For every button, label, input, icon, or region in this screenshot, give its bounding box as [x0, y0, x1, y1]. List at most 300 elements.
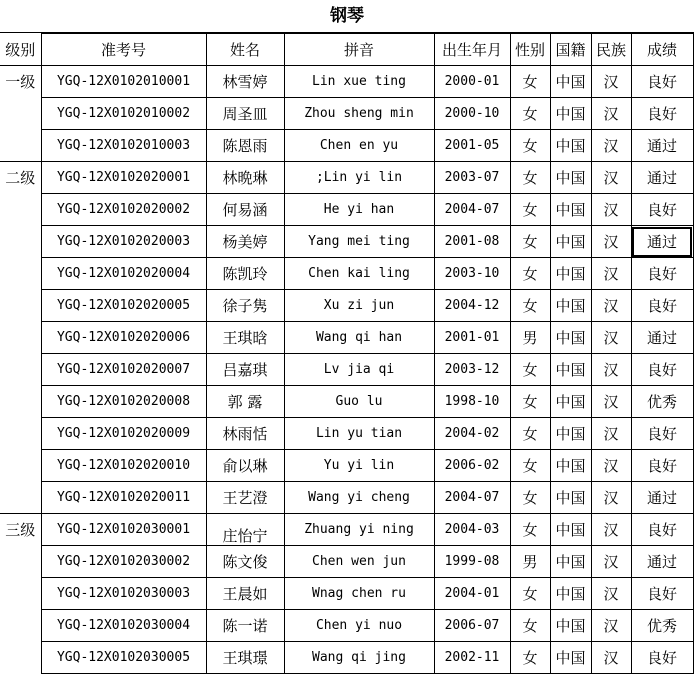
cell-exam-id[interactable]: [41, 322, 206, 354]
cell-ethnicity[interactable]: [591, 290, 631, 322]
cell-level[interactable]: [0, 418, 41, 450]
cell-ethnicity[interactable]: [591, 450, 631, 482]
cell-pinyin-text: Chen yi nuo: [315, 618, 403, 633]
cell-birth[interactable]: [434, 642, 510, 674]
header-level[interactable]: 级别: [0, 34, 41, 66]
cell-birth-text: 1999-08: [444, 554, 500, 569]
cell-birth[interactable]: [434, 66, 510, 98]
cell-ethnicity-text: 汉: [603, 521, 619, 539]
cell-pinyin[interactable]: [284, 450, 434, 482]
cell-ethnicity[interactable]: [591, 66, 631, 98]
cell-pinyin[interactable]: [284, 610, 434, 642]
cell-nationality-text: 中国: [555, 73, 586, 91]
cell-birth-text: 2004-02: [444, 426, 500, 441]
cell-grade-text: 良好: [646, 105, 677, 123]
table-row: [0, 642, 693, 674]
sheet-title[interactable]: 钢琴: [0, 0, 694, 33]
cell-level[interactable]: [0, 130, 41, 162]
table-row: [0, 226, 693, 258]
cell-exam-id[interactable]: [41, 546, 206, 578]
cell-level[interactable]: [0, 162, 41, 194]
cell-gender[interactable]: [510, 290, 550, 322]
cell-level[interactable]: [0, 546, 41, 578]
cell-birth-text: 2004-01: [444, 586, 500, 601]
cell-grade[interactable]: [631, 450, 693, 482]
cell-ethnicity[interactable]: [591, 354, 631, 386]
cell-nationality-text: 中国: [555, 425, 586, 443]
cell-gender[interactable]: [510, 610, 550, 642]
cell-gender[interactable]: [510, 546, 550, 578]
cell-pinyin[interactable]: [284, 162, 434, 194]
cell-nationality[interactable]: [550, 610, 591, 642]
cell-grade[interactable]: [631, 258, 693, 290]
table-row: [0, 194, 693, 226]
cell-nationality-text: 中国: [555, 137, 586, 155]
cell-birth[interactable]: [434, 610, 510, 642]
cell-birth[interactable]: [434, 194, 510, 226]
cell-ethnicity[interactable]: [591, 546, 631, 578]
cell-ethnicity-text: 汉: [603, 105, 619, 123]
cell-birth[interactable]: [434, 98, 510, 130]
cell-ethnicity-text: 汉: [603, 393, 619, 411]
cell-ethnicity-text: 汉: [603, 617, 619, 635]
header-exam-id[interactable]: 准考号: [41, 34, 206, 66]
cell-pinyin[interactable]: [284, 482, 434, 514]
cell-name-text: 徐子隽: [222, 297, 268, 315]
cell-nationality[interactable]: [550, 354, 591, 386]
cell-exam-id[interactable]: [41, 66, 206, 98]
cell-pinyin-text: Guo lu: [335, 394, 383, 409]
cell-birth-text: 2001-01: [444, 330, 500, 345]
cell-birth[interactable]: [434, 162, 510, 194]
cell-ethnicity-text: 汉: [603, 233, 619, 251]
cell-birth[interactable]: [434, 482, 510, 514]
cell-level[interactable]: [0, 450, 41, 482]
cell-ethnicity[interactable]: [591, 322, 631, 354]
cell-pinyin[interactable]: [284, 98, 434, 130]
cell-grade-text: 良好: [646, 585, 677, 603]
cell-gender[interactable]: [510, 322, 550, 354]
cell-nationality-text: 中国: [555, 361, 586, 379]
cell-grade-text: 通过: [646, 329, 677, 347]
cell-ethnicity-text: 汉: [603, 73, 619, 91]
cell-gender-text: 女: [522, 521, 538, 539]
cell-name-text: 林晩琳: [222, 169, 268, 187]
cell-gender[interactable]: [510, 482, 550, 514]
cell-nationality-text: 中国: [555, 169, 586, 187]
cell-pinyin[interactable]: [284, 66, 434, 98]
cell-pinyin[interactable]: [284, 354, 434, 386]
cell-name[interactable]: [206, 450, 284, 482]
cell-pinyin-text: Wang qi jing: [312, 650, 406, 665]
cell-level-text: 三级: [5, 521, 36, 540]
cell-birth-text: 2002-11: [444, 650, 500, 665]
cell-birth-text: 2001-08: [444, 234, 500, 249]
cell-ethnicity[interactable]: [591, 514, 631, 546]
cell-gender[interactable]: [510, 418, 550, 450]
cell-exam-id-text: YGQ-12X0102010002: [56, 106, 191, 121]
cell-name[interactable]: [206, 514, 284, 546]
table-row: [0, 450, 693, 482]
cell-exam-id[interactable]: [41, 162, 206, 194]
cell-name-text: 杨美婷: [222, 233, 268, 251]
cell-exam-id[interactable]: [41, 418, 206, 450]
cell-gender[interactable]: [510, 130, 550, 162]
cell-exam-id[interactable]: [41, 258, 206, 290]
cell-birth[interactable]: [434, 354, 510, 386]
table-row: [0, 610, 693, 642]
cell-ethnicity[interactable]: [591, 226, 631, 258]
table-row: [0, 354, 693, 386]
cell-name-text: 陈文俊: [222, 553, 268, 571]
cell-ethnicity[interactable]: [591, 418, 631, 450]
cell-name[interactable]: [206, 322, 284, 354]
cell-pinyin[interactable]: [284, 322, 434, 354]
cell-ethnicity[interactable]: [591, 194, 631, 226]
cell-nationality[interactable]: [550, 130, 591, 162]
cell-pinyin[interactable]: [284, 226, 434, 258]
cell-ethnicity[interactable]: [591, 258, 631, 290]
cell-pinyin[interactable]: [284, 290, 434, 322]
cell-exam-id-text: YGQ-12X0102030004: [56, 618, 191, 633]
cell-exam-id[interactable]: [41, 450, 206, 482]
cell-level[interactable]: [0, 354, 41, 386]
cell-ethnicity-text: 汉: [603, 361, 619, 379]
cell-ethnicity[interactable]: [591, 98, 631, 130]
cell-gender[interactable]: [510, 162, 550, 194]
cell-nationality[interactable]: [550, 418, 591, 450]
cell-nationality[interactable]: [550, 578, 591, 610]
table-row: [0, 418, 693, 450]
cell-pinyin[interactable]: [284, 386, 434, 418]
cell-pinyin-text: Lin xue ting: [312, 74, 406, 89]
header-pinyin[interactable]: 拼音: [284, 34, 434, 66]
cell-gender[interactable]: [510, 514, 550, 546]
cell-grade[interactable]: [631, 98, 693, 130]
cell-grade-text: 良好: [646, 265, 677, 283]
cell-gender-text: 男: [522, 329, 538, 347]
table-row: [0, 290, 693, 322]
cell-name-text: 王晨如: [222, 585, 268, 603]
cell-birth[interactable]: [434, 130, 510, 162]
cell-nationality-text: 中国: [555, 105, 586, 123]
cell-birth[interactable]: [434, 514, 510, 546]
table-row: [0, 386, 693, 418]
cell-level[interactable]: [0, 226, 41, 258]
cell-name[interactable]: [206, 546, 284, 578]
cell-gender-text: 女: [522, 361, 538, 379]
score-table: [0, 33, 694, 674]
cell-pinyin[interactable]: [284, 194, 434, 226]
cell-grade[interactable]: [631, 610, 693, 642]
cell-grade[interactable]: [631, 482, 693, 514]
cell-grade[interactable]: [631, 66, 693, 98]
cell-ethnicity-text: 汉: [603, 137, 619, 155]
cell-name[interactable]: [206, 610, 284, 642]
cell-nationality[interactable]: [550, 66, 591, 98]
cell-nationality[interactable]: [550, 290, 591, 322]
cell-level[interactable]: [0, 322, 41, 354]
cell-gender[interactable]: [510, 450, 550, 482]
cell-nationality[interactable]: [550, 386, 591, 418]
cell-pinyin[interactable]: [284, 546, 434, 578]
cell-ethnicity-text: 汉: [603, 329, 619, 347]
cell-exam-id-text: YGQ-12X0102020004: [56, 266, 191, 281]
cell-name[interactable]: [206, 354, 284, 386]
cell-ethnicity[interactable]: [591, 130, 631, 162]
cell-name[interactable]: [206, 482, 284, 514]
cell-ethnicity[interactable]: [591, 482, 631, 514]
cell-level[interactable]: [0, 610, 41, 642]
cell-nationality-text: 中国: [555, 201, 586, 219]
cell-nationality[interactable]: [550, 162, 591, 194]
cell-pinyin-text: Lin yu tian: [315, 426, 403, 441]
cell-exam-id[interactable]: [41, 642, 206, 674]
cell-ethnicity[interactable]: [591, 578, 631, 610]
cell-nationality[interactable]: [550, 322, 591, 354]
cell-grade[interactable]: [631, 546, 693, 578]
cell-pinyin[interactable]: [284, 418, 434, 450]
cell-ethnicity-text: 汉: [603, 201, 619, 219]
cell-birth[interactable]: [434, 418, 510, 450]
cell-pinyin-text: Yang mei ting: [308, 234, 410, 249]
cell-name[interactable]: [206, 290, 284, 322]
cell-name-text: 王琪晗: [222, 329, 268, 347]
header-ethnicity[interactable]: 民族: [591, 34, 631, 66]
cell-ethnicity-text: 汉: [603, 585, 619, 603]
cell-pinyin-text: Xu zi jun: [323, 298, 395, 313]
cell-grade[interactable]: [631, 226, 693, 258]
cell-gender[interactable]: [510, 226, 550, 258]
cell-nationality[interactable]: [550, 226, 591, 258]
cell-ethnicity-text: 汉: [603, 425, 619, 443]
cell-exam-id[interactable]: [41, 578, 206, 610]
cell-name-text: 王艺澄: [222, 489, 268, 507]
cell-birth-text: 2003-07: [444, 170, 500, 185]
cell-name-text: 吕嘉琪: [222, 361, 268, 379]
cell-gender[interactable]: [510, 642, 550, 674]
cell-grade[interactable]: [631, 162, 693, 194]
cell-pinyin-text: Wang qi han: [315, 330, 403, 345]
cell-ethnicity[interactable]: [591, 386, 631, 418]
cell-grade-text: 通过: [646, 169, 677, 187]
cell-nationality-text: 中国: [555, 265, 586, 283]
cell-pinyin-text: Wang yi cheng: [308, 490, 410, 505]
cell-nationality-text: 中国: [555, 649, 586, 667]
cell-level[interactable]: [0, 642, 41, 674]
cell-exam-id-text: YGQ-12X0102030002: [56, 554, 191, 569]
cell-exam-id[interactable]: [41, 514, 206, 546]
cell-exam-id[interactable]: [41, 290, 206, 322]
cell-name-text: 林雪婷: [222, 73, 268, 91]
header-row: [0, 34, 693, 66]
cell-gender[interactable]: [510, 258, 550, 290]
cell-name-text: 林雨恬: [222, 425, 268, 443]
table-row: [0, 162, 693, 194]
cell-name[interactable]: [206, 418, 284, 450]
cell-gender[interactable]: [510, 98, 550, 130]
cell-exam-id[interactable]: [41, 98, 206, 130]
cell-birth[interactable]: [434, 226, 510, 258]
cell-name-text: 王琪璟: [222, 649, 268, 667]
cell-birth[interactable]: [434, 322, 510, 354]
cell-pinyin[interactable]: [284, 130, 434, 162]
cell-pinyin-text: Lv jia qi: [323, 362, 395, 377]
cell-grade-text: 良好: [646, 201, 677, 219]
table-row: [0, 66, 693, 98]
cell-ethnicity[interactable]: [591, 642, 631, 674]
cell-grade-text: 通过: [646, 489, 677, 507]
table-row: [0, 258, 693, 290]
cell-gender[interactable]: [510, 66, 550, 98]
cell-level[interactable]: [0, 98, 41, 130]
cell-nationality-text: 中国: [555, 617, 586, 635]
cell-level[interactable]: [0, 386, 41, 418]
table-row: [0, 322, 693, 354]
table-row: [0, 98, 693, 130]
cell-grade[interactable]: [631, 514, 693, 546]
cell-gender-text: 女: [522, 617, 538, 635]
cell-level[interactable]: [0, 258, 41, 290]
cell-nationality[interactable]: [550, 450, 591, 482]
cell-grade[interactable]: [631, 386, 693, 418]
table-row: [0, 130, 693, 162]
cell-name[interactable]: [206, 130, 284, 162]
cell-name-text: 陈恩雨: [222, 137, 268, 155]
header-nationality[interactable]: 国籍: [550, 34, 591, 66]
cell-birth-text: 2004-07: [444, 490, 500, 505]
cell-exam-id[interactable]: [41, 610, 206, 642]
cell-grade-text: 良好: [646, 361, 677, 379]
cell-name-text: 俞以琳: [222, 457, 268, 475]
cell-grade[interactable]: [631, 354, 693, 386]
cell-name-text: 郭 露: [227, 393, 263, 411]
cell-grade[interactable]: [631, 418, 693, 450]
cell-grade[interactable]: [631, 194, 693, 226]
cell-exam-id-text: YGQ-12X0102030003: [56, 586, 191, 601]
cell-name[interactable]: [206, 578, 284, 610]
cell-gender[interactable]: [510, 354, 550, 386]
cell-level[interactable]: [0, 290, 41, 322]
cell-exam-id-text: YGQ-12X0102020010: [56, 458, 191, 473]
cell-ethnicity-text: 汉: [603, 169, 619, 187]
cell-birth-text: 2003-10: [444, 266, 500, 281]
cell-exam-id-text: YGQ-12X0102020007: [56, 362, 191, 377]
cell-exam-id[interactable]: [41, 226, 206, 258]
cell-exam-id-text: YGQ-12X0102020003: [56, 234, 191, 249]
cell-exam-id-text: YGQ-12X0102030005: [56, 650, 191, 665]
cell-ethnicity[interactable]: [591, 162, 631, 194]
cell-nationality-text: 中国: [555, 329, 586, 347]
cell-name[interactable]: [206, 386, 284, 418]
cell-name[interactable]: [206, 258, 284, 290]
cell-name[interactable]: [206, 194, 284, 226]
cell-grade[interactable]: [631, 642, 693, 674]
cell-gender[interactable]: [510, 386, 550, 418]
cell-level[interactable]: [0, 194, 41, 226]
cell-gender-text: 女: [522, 137, 538, 155]
cell-grade[interactable]: [631, 290, 693, 322]
cell-nationality-text: 中国: [555, 393, 586, 411]
cell-gender[interactable]: [510, 194, 550, 226]
cell-pinyin-text: ;Lin yi lin: [315, 170, 403, 185]
cell-birth[interactable]: [434, 450, 510, 482]
cell-gender[interactable]: [510, 578, 550, 610]
cell-birth-text: 2000-01: [444, 74, 500, 89]
cell-name[interactable]: [206, 642, 284, 674]
cell-name[interactable]: [206, 226, 284, 258]
cell-pinyin-text: Chen en yu: [319, 138, 399, 153]
cell-birth[interactable]: [434, 386, 510, 418]
cell-ethnicity-text: 汉: [603, 489, 619, 507]
header-grade[interactable]: 成绩: [631, 34, 693, 66]
cell-exam-id[interactable]: [41, 386, 206, 418]
cell-nationality[interactable]: [550, 482, 591, 514]
cell-birth[interactable]: [434, 578, 510, 610]
cell-grade[interactable]: [631, 130, 693, 162]
cell-name[interactable]: [206, 66, 284, 98]
cell-grade-text: 良好: [646, 425, 677, 443]
cell-name[interactable]: [206, 98, 284, 130]
cell-birth[interactable]: [434, 258, 510, 290]
cell-level[interactable]: [0, 66, 41, 98]
cell-exam-id-text: YGQ-12X0102020002: [56, 202, 191, 217]
cell-grade-text: 良好: [646, 457, 677, 475]
cell-level[interactable]: [0, 578, 41, 610]
cell-pinyin[interactable]: [284, 578, 434, 610]
cell-pinyin[interactable]: [284, 258, 434, 290]
cell-pinyin[interactable]: [284, 642, 434, 674]
cell-exam-id[interactable]: [41, 482, 206, 514]
cell-nationality[interactable]: [550, 258, 591, 290]
cell-nationality[interactable]: [550, 98, 591, 130]
cell-gender-text: 女: [522, 201, 538, 219]
cell-ethnicity[interactable]: [591, 610, 631, 642]
header-name[interactable]: 姓名: [206, 34, 284, 66]
cell-pinyin-text: He yi han: [323, 202, 395, 217]
cell-nationality[interactable]: [550, 514, 591, 546]
cell-grade-text: 优秀: [646, 393, 677, 411]
cell-exam-id[interactable]: [41, 354, 206, 386]
cell-exam-id-text: YGQ-12X0102020006: [56, 330, 191, 345]
cell-birth-text: 2000-10: [444, 106, 500, 121]
cell-birth[interactable]: [434, 290, 510, 322]
cell-nationality[interactable]: [550, 546, 591, 578]
cell-birth-text: 2004-12: [444, 298, 500, 313]
cell-exam-id-text: YGQ-12X0102020001: [56, 170, 191, 185]
cell-exam-id-text: YGQ-12X0102020009: [56, 426, 191, 441]
cell-nationality[interactable]: [550, 642, 591, 674]
header-birth[interactable]: 出生年月: [434, 34, 510, 66]
cell-level[interactable]: [0, 514, 41, 546]
cell-pinyin[interactable]: [284, 514, 434, 546]
cell-exam-id[interactable]: [41, 130, 206, 162]
cell-exam-id-text: YGQ-12X0102020011: [56, 490, 191, 505]
cell-level[interactable]: [0, 482, 41, 514]
cell-ethnicity-text: 汉: [603, 297, 619, 315]
cell-grade[interactable]: [631, 578, 693, 610]
cell-name[interactable]: [206, 162, 284, 194]
cell-grade[interactable]: [631, 322, 693, 354]
cell-exam-id[interactable]: [41, 194, 206, 226]
cell-nationality[interactable]: [550, 194, 591, 226]
cell-grade-text: 通过: [646, 137, 677, 155]
cell-pinyin-text: Yu yi lin: [323, 458, 395, 473]
cell-birth-text: 2006-02: [444, 458, 500, 473]
cell-birth[interactable]: [434, 546, 510, 578]
cell-gender-text: 女: [522, 105, 538, 123]
header-gender[interactable]: 性别: [510, 34, 550, 66]
